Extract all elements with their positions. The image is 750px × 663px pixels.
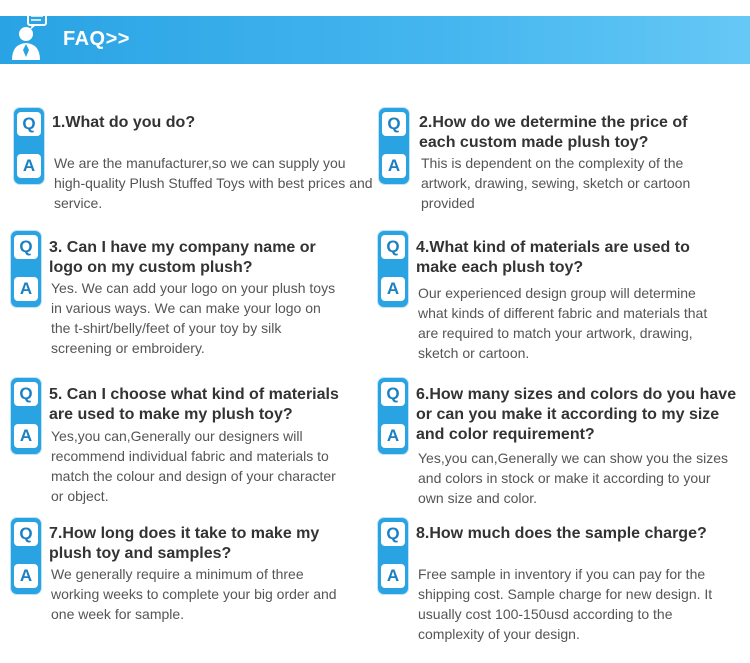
support-agent-icon	[8, 10, 52, 62]
faq-question: 3. Can I have my company name or logo on my custom plush?	[49, 239, 316, 276]
a-badge: A	[381, 564, 405, 588]
qa-badge-column	[14, 108, 44, 184]
faq-item-2	[379, 108, 744, 218]
faq-item-1	[14, 108, 374, 218]
faq-item-8	[378, 518, 744, 648]
faq-question: 4.What kind of materials are used to make each plush toy?	[416, 239, 690, 276]
faq-answer: Yes. We can add your logo on your plush toys in various ways. We can make your logo on the t-shirt/belly/feet of your toy by silk screening or embroidery.	[51, 280, 336, 356]
qa-badge-column	[11, 231, 41, 307]
faq-question: 5. Can I choose what kind of materials are used to make my plush toy?	[49, 386, 339, 423]
faq-item-5	[11, 378, 371, 508]
a-badge: A	[381, 277, 405, 301]
page-title: FAQ>>	[63, 28, 130, 50]
faq-answer: We generally require a minimum of three working weeks to complete your big order and one week for sample.	[51, 566, 337, 622]
faq-answer: We are the manufacturer,so we can supply you high-quality Plush Stuffed Toys with best prices and service.	[54, 155, 373, 211]
faq-item-6	[378, 378, 748, 508]
a-badge: A	[14, 277, 38, 301]
qa-badge-column	[379, 108, 409, 184]
a-badge: A	[14, 424, 38, 448]
faq-answer: This is dependent on the complexity of the artwork, drawing, sewing, sketch or cartoon provided	[421, 155, 691, 211]
q-badge: Q	[14, 522, 38, 546]
faq-question: 6.How many sizes and colors do you have or can you make it according to my size and color requirement?	[416, 386, 737, 443]
faq-item-7	[11, 518, 371, 648]
faq-question: 2.How do we determine the price of each custom made plush toy?	[419, 114, 688, 151]
faq-item-3	[11, 231, 371, 361]
qa-badge-column	[11, 518, 41, 594]
q-badge: Q	[14, 382, 38, 406]
qa-badge-column	[11, 378, 41, 454]
a-badge: A	[14, 564, 38, 588]
faq-header-bar	[0, 16, 750, 64]
faq-answer: Yes,you can,Generally our designers will recommend individual fabric and materials to match the colour and design of your character or object.	[51, 428, 336, 504]
qa-badge-column	[378, 378, 408, 454]
faq-question: 8.How much does the sample charge?	[416, 525, 707, 542]
faq-answer: Our experienced design group will determine what kinds of different fabric and materials that are required to match your artwork, drawing, sketch or cartoon.	[418, 285, 708, 361]
qa-badge-column	[378, 231, 408, 307]
faq-answer: Free sample in inventory if you can pay for the shipping cost. Sample charge for new design. It usually cost 100-150usd according to the complexity of your design.	[418, 566, 713, 642]
faq-answer: Yes,you can,Generally we can show you the sizes and colors in stock or make it according to your own size and color.	[418, 450, 728, 506]
a-badge: A	[17, 154, 41, 178]
q-badge: Q	[381, 382, 405, 406]
q-badge: Q	[382, 112, 406, 136]
q-badge: Q	[17, 112, 41, 136]
faq-item-4	[378, 231, 744, 361]
a-badge: A	[381, 424, 405, 448]
q-badge: Q	[381, 235, 405, 259]
q-badge: Q	[381, 522, 405, 546]
q-badge: Q	[14, 235, 38, 259]
faq-question: 7.How long does it take to make my plush toy and samples?	[49, 525, 320, 562]
faq-question: 1.What do you do?	[52, 114, 196, 131]
qa-badge-column	[378, 518, 408, 594]
a-badge: A	[382, 154, 406, 178]
